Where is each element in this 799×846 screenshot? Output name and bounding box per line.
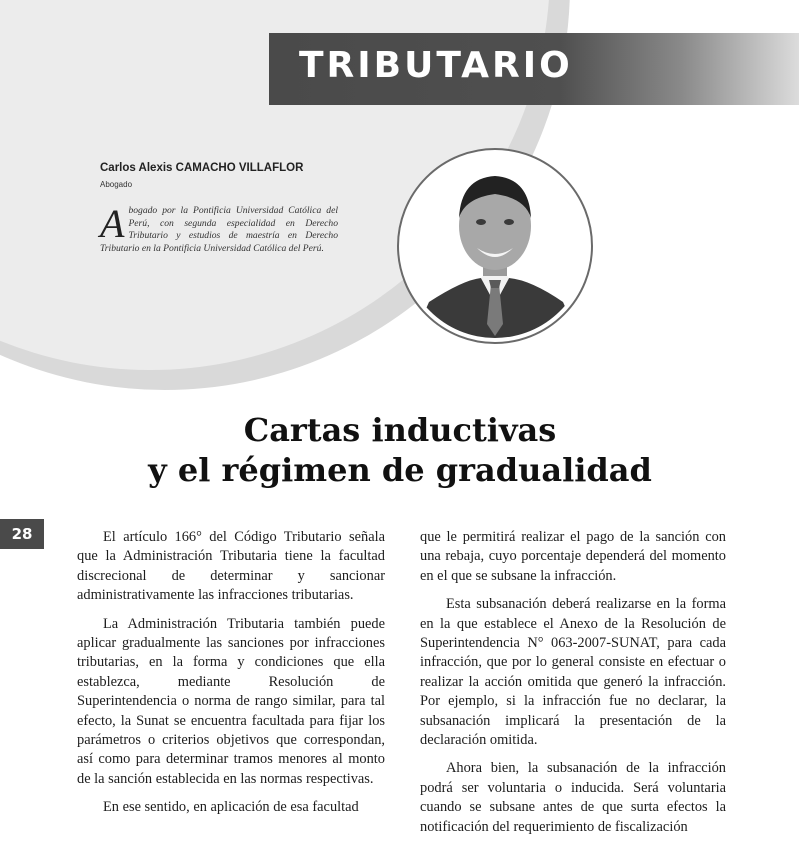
author-role: Abogado xyxy=(100,180,133,189)
author-portrait xyxy=(403,154,587,338)
paragraph: El artículo 166° del Código Tributario señala que la Administración Tributaria tiene la facultad discrecional de determinar y sancionar administrativamente las infracciones tributarias. xyxy=(77,529,385,604)
paragraph: que le permitirá realizar el pago de la sanción con una rebaja, cuyo porcentaje dependerá del momento en el que se subsane la infracción. xyxy=(420,529,726,584)
author-bio xyxy=(100,201,338,255)
page-number: 28 xyxy=(11,525,33,543)
author-photo xyxy=(397,148,593,344)
paragraph: La Administración Tributaria también puede aplicar gradualmente las sanciones por infracciones tributarias, en la forma y condiciones que ella establezca, mediante Resolución de Superintendencia o norma de rango similar, para tal efecto, la Sunat se encuentra facultada para fijar los parámetros o criterios objetivos que correspondan, así como para determinar tramos menores al monto de la sanción establecida en las normas respectivas. xyxy=(77,615,385,787)
bio-dropcap: A xyxy=(100,201,125,246)
paragraph: Ahora bien, la subsanación de la infracción podrá ser voluntaria o inducida. Será voluntaria cuando se subsane antes de que surta efectos la notificación del requerimiento de fiscalización xyxy=(420,760,726,835)
article-title xyxy=(100,410,700,490)
article-title-line2: y el régimen de gradualidad xyxy=(148,451,652,489)
body-column-right xyxy=(420,528,726,846)
body-column-left xyxy=(77,528,385,827)
section-title: TRIBUTARIO xyxy=(299,45,573,86)
section-banner xyxy=(269,33,799,105)
paragraph: En ese sentido, en aplicación de esa facultad xyxy=(103,799,359,816)
author-name: Carlos Alexis CAMACHO VILLAFLOR xyxy=(100,162,304,174)
bio-text: bogado por la Pontificia Universidad Católica del Perú, con segunda especialidad en Derecho Tributario y estudios de maestría en Derecho Tributario en la Pontificia Universidad Católica del Perú. xyxy=(100,205,338,254)
article-title-line1: Cartas inductivas xyxy=(243,411,557,449)
paragraph: Esta subsanación deberá realizarse en la forma en la que establece el Anexo de la Resolución de Superintendencia N° 063-2007-SUNAT, para cada infracción, que por lo general consiste en efectuar o realizar la acción omitida que generó la infracción. Por ejemplo, si la infracción fue no declarar, la subsanación implicará la presentación de la declaración omitida. xyxy=(420,596,726,749)
page-number-tab xyxy=(0,519,44,549)
